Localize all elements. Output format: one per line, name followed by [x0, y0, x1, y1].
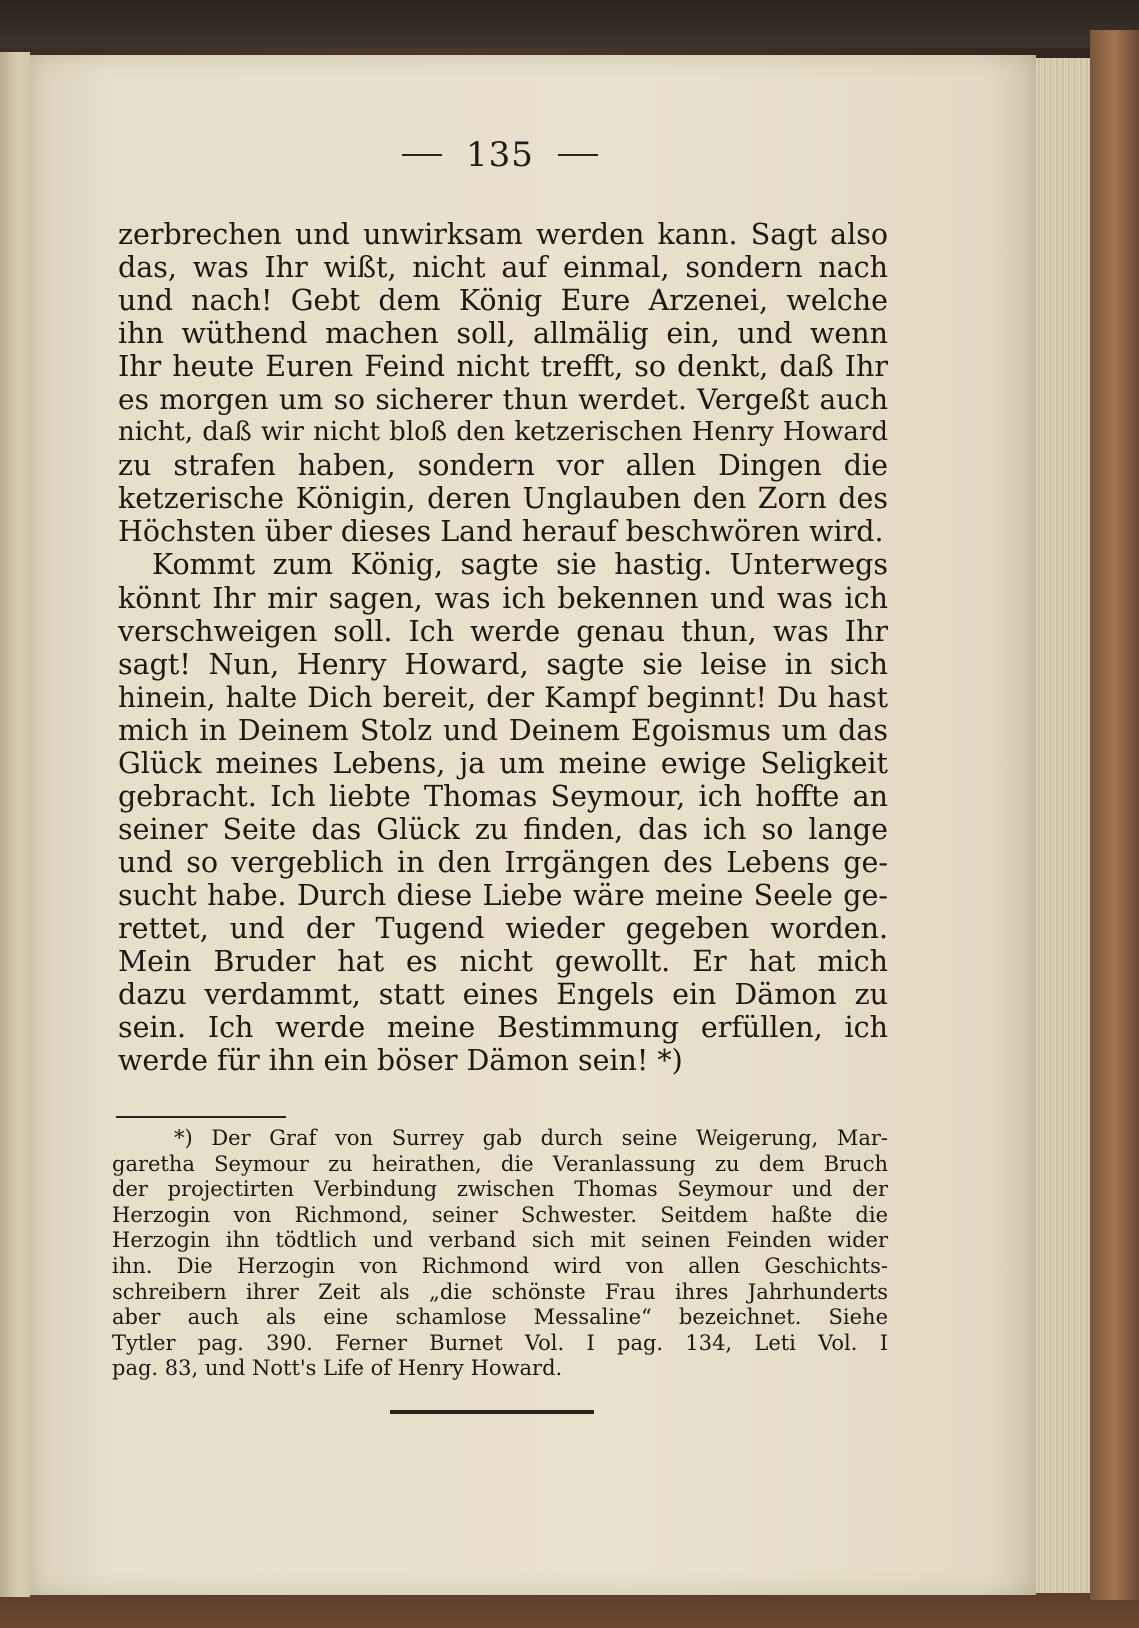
footnote-line: Herzogin von Richmond, seiner Schwester. Seitdem haßte die — [112, 1202, 888, 1227]
cover-right-edge — [1090, 30, 1139, 1600]
body-line: zu strafen haben, sondern vor allen Dingen die — [118, 449, 888, 483]
body-line: ihn wüthend machen soll, allmälig ein, und wenn — [118, 317, 888, 351]
body-text — [118, 218, 888, 1077]
header-dash-left — [402, 154, 442, 156]
body-line: und so vergeblich in den Irrgängen des Lebens ge- — [118, 845, 888, 879]
footnote-line: Tytler pag. 390. Ferner Burnet Vol. I pag. 134, Leti Vol. I — [112, 1330, 888, 1355]
footnote-line: der projectirten Verbindung zwischen Thomas Seymour und der — [112, 1177, 888, 1202]
body-line: sucht habe. Durch diese Liebe wäre meine Seele ge- — [118, 878, 888, 912]
footnote-line: *) Der Graf von Surrey gab durch seine Weigerung, Mar- — [174, 1126, 888, 1150]
body-line: und nach! Gebt dem König Eure Arzenei, welche — [118, 284, 888, 318]
footnote-line: ihn. Die Herzogin von Richmond wird von allen Geschichts- — [112, 1253, 888, 1278]
end-rule — [390, 1410, 594, 1414]
page-header — [370, 130, 630, 180]
footnote-separator — [116, 1116, 286, 1118]
footnote — [112, 1126, 888, 1382]
body-line: seiner Seite das Glück zu finden, das ich so lange — [118, 812, 888, 846]
body-line: Höchsten über dieses Land herauf beschwören wird. — [118, 515, 884, 549]
body-line: verschweigen soll. Ich werde genau thun, was Ihr — [118, 614, 888, 648]
previous-page-edge — [0, 52, 30, 1597]
body-line: werde für ihn ein böser Dämon sein! *) — [118, 1044, 683, 1078]
footnote-line: schreibern ihrer Zeit als „die schönste Frau ihres Jahrhunderts — [112, 1279, 888, 1304]
body-line: es morgen um so sicherer thun werdet. Vergeßt auch — [118, 383, 888, 417]
body-line: sagt! Nun, Henry Howard, sagte sie leise in sich — [118, 647, 888, 681]
body-line: sein. Ich werde meine Bestimmung erfüllen, ich — [118, 1011, 888, 1045]
footnote-line: garetha Seymour zu heirathen, die Veranlassung zu dem Bruch — [112, 1151, 888, 1176]
body-line: Kommt zum König, sagte sie hastig. Unterwegs — [152, 548, 888, 582]
body-line: Mein Bruder hat es nicht gewollt. Er hat mich — [118, 945, 888, 979]
body-line: mich in Deinem Stolz und Deinem Egoismus um das — [118, 713, 888, 747]
body-line: Glück meines Lebens, ja um meine ewige Seligkeit — [118, 746, 888, 780]
body-line: nicht, daß wir nicht bloß den ketzerischen Henry Howard — [118, 417, 888, 448]
cover-bottom-edge — [0, 1590, 1139, 1628]
header-dash-right — [558, 154, 598, 156]
footnote-line: pag. 83, und Nott's Life of Henry Howard. — [112, 1356, 563, 1381]
cover-top-edge — [0, 0, 1139, 48]
body-line: hinein, halte Dich bereit, der Kampf beginnt! Du hast — [118, 680, 888, 714]
page-stack-edges — [1030, 58, 1090, 1593]
body-line: rettet, und der Tugend wieder gegeben worden. — [118, 911, 888, 945]
body-line: könnt Ihr mir sagen, was ich bekennen und was ich — [118, 581, 888, 615]
body-line: das, was Ihr wißt, nicht auf einmal, sondern nach — [118, 251, 888, 285]
page-number: 135 — [466, 135, 534, 175]
footnote-line: Herzogin ihn tödtlich und verband sich mit seinen Feinden wider — [112, 1228, 888, 1253]
body-line: ketzerische Königin, deren Unglauben den Zorn des — [118, 482, 888, 516]
body-line: gebracht. Ich liebte Thomas Seymour, ich hoffte an — [118, 779, 888, 813]
footnote-line: aber auch als eine schamlose Messaline“ bezeichnet. Siehe — [112, 1305, 888, 1330]
body-line: dazu verdammt, statt eines Engels ein Dämon zu — [118, 978, 888, 1012]
body-line: Ihr heute Euren Feind nicht trefft, so denkt, daß Ihr — [118, 350, 888, 384]
body-line: zerbrechen und unwirksam werden kann. Sagt also — [118, 218, 888, 251]
